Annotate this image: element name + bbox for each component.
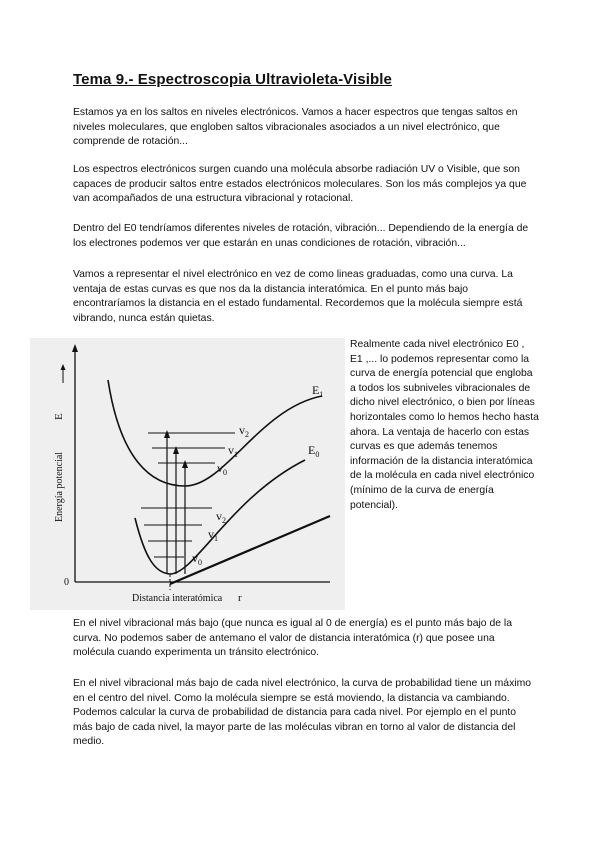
x-axis-label: Distancia interatómica (132, 593, 223, 604)
transition-arrow-2-head (173, 446, 179, 454)
paragraph-probability: En el nivel vibracional más bajo de cada nivel electrónico, la curva de probabilidad tiene un máximo en el centro del nivel. Como la molécula siempre se está moviendo, la distancia va cambiando. Podemos calcular la curva de probabilidad de distancia para cada nivel. Por ejemplo en el punto más bajo de cada nivel, la mayor parte de las moléculas vibran en torno al valor de distancia del medio. (73, 678, 532, 748)
origin-label: 0 (64, 577, 69, 588)
paragraph-lowest-level: En el nivel vibracional más bajo (que nunca es igual al 0 de energía) es el punto más bajo de la curva. No podemos saber de antemano el valor de distancia interatómica (r) que posee una molécula cuando experimenta un tránsito electrónico. (73, 618, 512, 659)
upper-curve-label: $E_1$ (312, 383, 324, 399)
y-axis-symbol: E (53, 413, 65, 420)
paragraph-levels: Dentro del E0 tendríamos diferentes niveles de rotación, vibración... Dependiendo de la energía de los electrones podemos ver que estarán en unas condiciones de rotación, vibración... (73, 223, 529, 249)
paragraph-electronic-spectra: Los espectros electrónicos surgen cuando una molécula absorbe radiación UV o Visible, que son capaces de producir saltos entre estados electrónicos moleculares. Son los más complejos ya que van acompañados de una estructura vibracional y rotacional. (73, 164, 527, 205)
transition-arrow-1-head (164, 430, 170, 438)
lower-level-v0-label: $v_0$ (192, 551, 202, 567)
upper-level-v2-label: $v_2$ (239, 423, 249, 439)
lower-level-v1-label: $v_1$ (208, 527, 218, 543)
dissociation-line (170, 516, 330, 584)
paragraph-curve-representation: Vamos a representar el nivel electrónico en vez de como lineas graduadas, como una curva. La ventaja de estas curvas es que nos da la distancia interatómica. En el punto más bajo encontraríamos la distancia en el estado fundamental. Recordemos que la molécula siempre está vibrando, nunca están quietas. (73, 269, 523, 324)
y-arrow-marker-head (61, 364, 66, 370)
upper-level-v0-label: $v_0$ (217, 461, 227, 477)
transition-arrow-3-head (182, 460, 188, 468)
paragraph-intro: Estamos ya en los saltos en niveles electrónicos. Vamos a hacer espectros que tengas saltos en niveles moleculares, que engloben saltos vibracionales asociados a un nivel electrónico, que comprende de rotación... (73, 107, 518, 148)
upper-level-v1-label: $v_1$ (228, 443, 238, 459)
x-axis-symbol: r (238, 592, 242, 604)
y-axis-label: Energía potencial (54, 451, 65, 522)
potential-energy-curves (30, 338, 345, 610)
lower-curve-label: $E_0$ (308, 443, 320, 459)
potential-energy-diagram (30, 338, 345, 610)
y-axis-arrow (72, 344, 78, 352)
lower-level-v2-label: $v_2$ (216, 509, 226, 525)
side-explanation: Realmente cada nivel electrónico E0 , E1 ,... lo podemos representar como la curva de energía potencial que engloba a todos los subniveles vibracionales de dicho nivel electrónico, o bien por líneas horizontales como lo hemos hecho hasta ahora. La ventaja de hacerlo con estas curvas es que además tenemos información de la distancia interatómica de la molécula en cada nivel electrónico (mínimo de la curva de energía potencial). (350, 339, 539, 511)
page-title: Tema 9.- Espectroscopia Ultravioleta-Visible (73, 71, 392, 88)
